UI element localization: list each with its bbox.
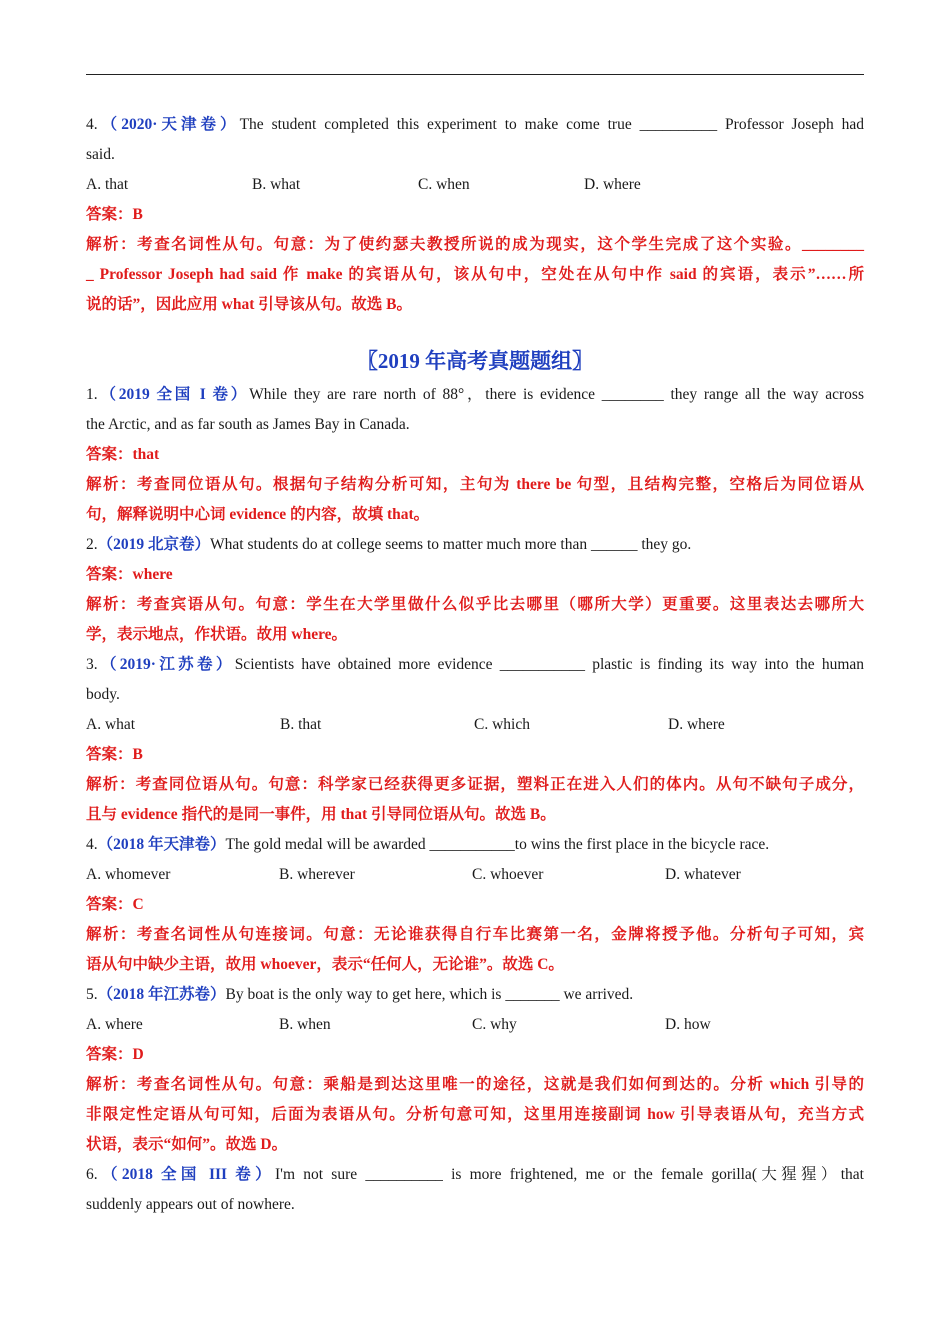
analysis-line: 非限定性定语从句可知，后面为表语从句。分析句意可知，这里用连接副词 how 引导表语从句，充当方式 bbox=[86, 1106, 864, 1123]
options-row bbox=[86, 710, 864, 740]
options-row bbox=[86, 170, 864, 200]
question-stem: 5.（2018 年江苏卷）By boat is the only way to get here, which is _______ we arrived. bbox=[86, 986, 634, 1003]
question-stem: 6.（2018 全国 III 卷）I'm not sure __________ is more frightened, me or the female gorilla(大猩猩）that bbox=[86, 1166, 864, 1183]
question-stem-cont: body. bbox=[86, 686, 120, 703]
question-source: （2018 年天津卷） bbox=[97, 836, 226, 853]
option-c: C. when bbox=[418, 176, 470, 193]
option-c: C. which bbox=[474, 716, 530, 733]
answer: 答案：C bbox=[86, 896, 144, 913]
section-title: 〖2019 年高考真题题组〗 bbox=[356, 349, 594, 373]
option-b: B. wherever bbox=[279, 866, 355, 883]
option-b: B. what bbox=[252, 176, 301, 193]
question-source: （2019·江苏卷） bbox=[97, 656, 235, 673]
analysis-line: 学，表示地点，作状语。故用 where。 bbox=[86, 626, 348, 643]
analysis-line: 解析：考查宾语从句。句意：学生在大学里做什么似乎比去哪里（哪所大学）更重要。这里表达去哪所大 bbox=[86, 596, 864, 613]
option-a: A. that bbox=[86, 176, 129, 193]
analysis-line: 句，解释说明中心词 evidence 的内容，故填 that。 bbox=[86, 506, 430, 523]
analysis-line: 解析：考查名词性从句连接词。句意：无论谁获得自行车比赛第一名，金牌将授予他。分析句子可知，宾 bbox=[86, 926, 864, 943]
option-c: C. why bbox=[472, 1016, 517, 1033]
analysis-line: 解析：考查名词性从句。句意：为了使约瑟夫教授所说的成为现实，这个学生完成了这个实验。________ bbox=[86, 236, 864, 253]
analysis-line: 解析：考查同位语从句。句意：科学家已经获得更多证据，塑料正在进入人们的体内。从句不缺句子成分， bbox=[86, 776, 864, 793]
answer: 答案：where bbox=[86, 566, 173, 583]
option-a: A. what bbox=[86, 716, 136, 733]
answer: 答案：D bbox=[86, 1046, 144, 1063]
answer: 答案：B bbox=[86, 206, 143, 223]
analysis-line: 解析：考查同位语从句。根据句子结构分析可知，主句为 there be 句型，且结构完整，空格后为同位语从 bbox=[86, 476, 864, 493]
question-source: （2018 全国 III 卷） bbox=[97, 1166, 276, 1183]
analysis-line: 说的话”，因此应用 what 引导该从句。故选 B。 bbox=[86, 296, 412, 313]
question-stem: 2.（2019 北京卷）What students do at college seems to matter much more than ______ they go. bbox=[86, 536, 692, 553]
option-d: D. where bbox=[668, 716, 725, 733]
option-d: D. whatever bbox=[665, 866, 741, 883]
analysis-line: 语从句中缺少主语，故用 whoever，表示“任何人，无论谁”。故选 C。 bbox=[86, 956, 564, 973]
question-source: （2018 年江苏卷） bbox=[97, 986, 226, 1003]
question-source: （2020·天津卷） bbox=[97, 116, 240, 133]
document-body bbox=[86, 110, 864, 1220]
option-d: D. where bbox=[584, 176, 641, 193]
question-stem: 1.（2019 全国 I 卷）While they are rare north of 88°，there is evidence ________ they range all the way across bbox=[86, 386, 864, 403]
analysis-line: 状语，表示“如何”。故选 D。 bbox=[86, 1136, 288, 1153]
question-stem: 3.（2019·江苏卷）Scientists have obtained more evidence ___________ plastic is finding its way into the human bbox=[86, 656, 865, 673]
question-stem-cont: said. bbox=[86, 146, 115, 163]
option-a: A. whomever bbox=[86, 866, 171, 883]
analysis-line: 且与 evidence 指代的是同一事件，用 that 引导同位语从句。故选 B。 bbox=[86, 806, 556, 823]
option-c: C. whoever bbox=[472, 866, 544, 883]
analysis-line: 解析：考查名词性从句。句意：乘船是到达这里唯一的途径，这就是我们如何到达的。分析 which 引导的 bbox=[86, 1076, 864, 1093]
option-b: B. that bbox=[280, 716, 322, 733]
answer: 答案：that bbox=[86, 446, 160, 463]
question-stem: 4.（2020·天津卷）The student completed this experiment to make come true __________ Professor Joseph had bbox=[86, 116, 865, 133]
answer: 答案：B bbox=[86, 746, 143, 763]
option-d: D. how bbox=[665, 1016, 711, 1033]
option-b: B. when bbox=[279, 1016, 331, 1033]
options-row bbox=[86, 1010, 864, 1040]
question-stem-cont: the Arctic, and as far south as James Bay in Canada. bbox=[86, 416, 410, 433]
question-stem: 4.（2018 年天津卷）The gold medal will be awarded ___________to wins the first place in the bicycle race. bbox=[86, 836, 770, 853]
option-a: A. where bbox=[86, 1016, 143, 1033]
analysis-line: _ Professor Joseph had said 作 make 的宾语从句，该从句中，空处在从句中作 said 的宾语，表示”……所 bbox=[86, 266, 864, 283]
question-source: （2019 全国 I 卷） bbox=[97, 386, 250, 403]
options-row bbox=[86, 860, 864, 890]
question-source: （2019 北京卷） bbox=[97, 536, 211, 553]
question-stem-cont: suddenly appears out of nowhere. bbox=[86, 1196, 295, 1213]
header-rule bbox=[86, 74, 864, 75]
